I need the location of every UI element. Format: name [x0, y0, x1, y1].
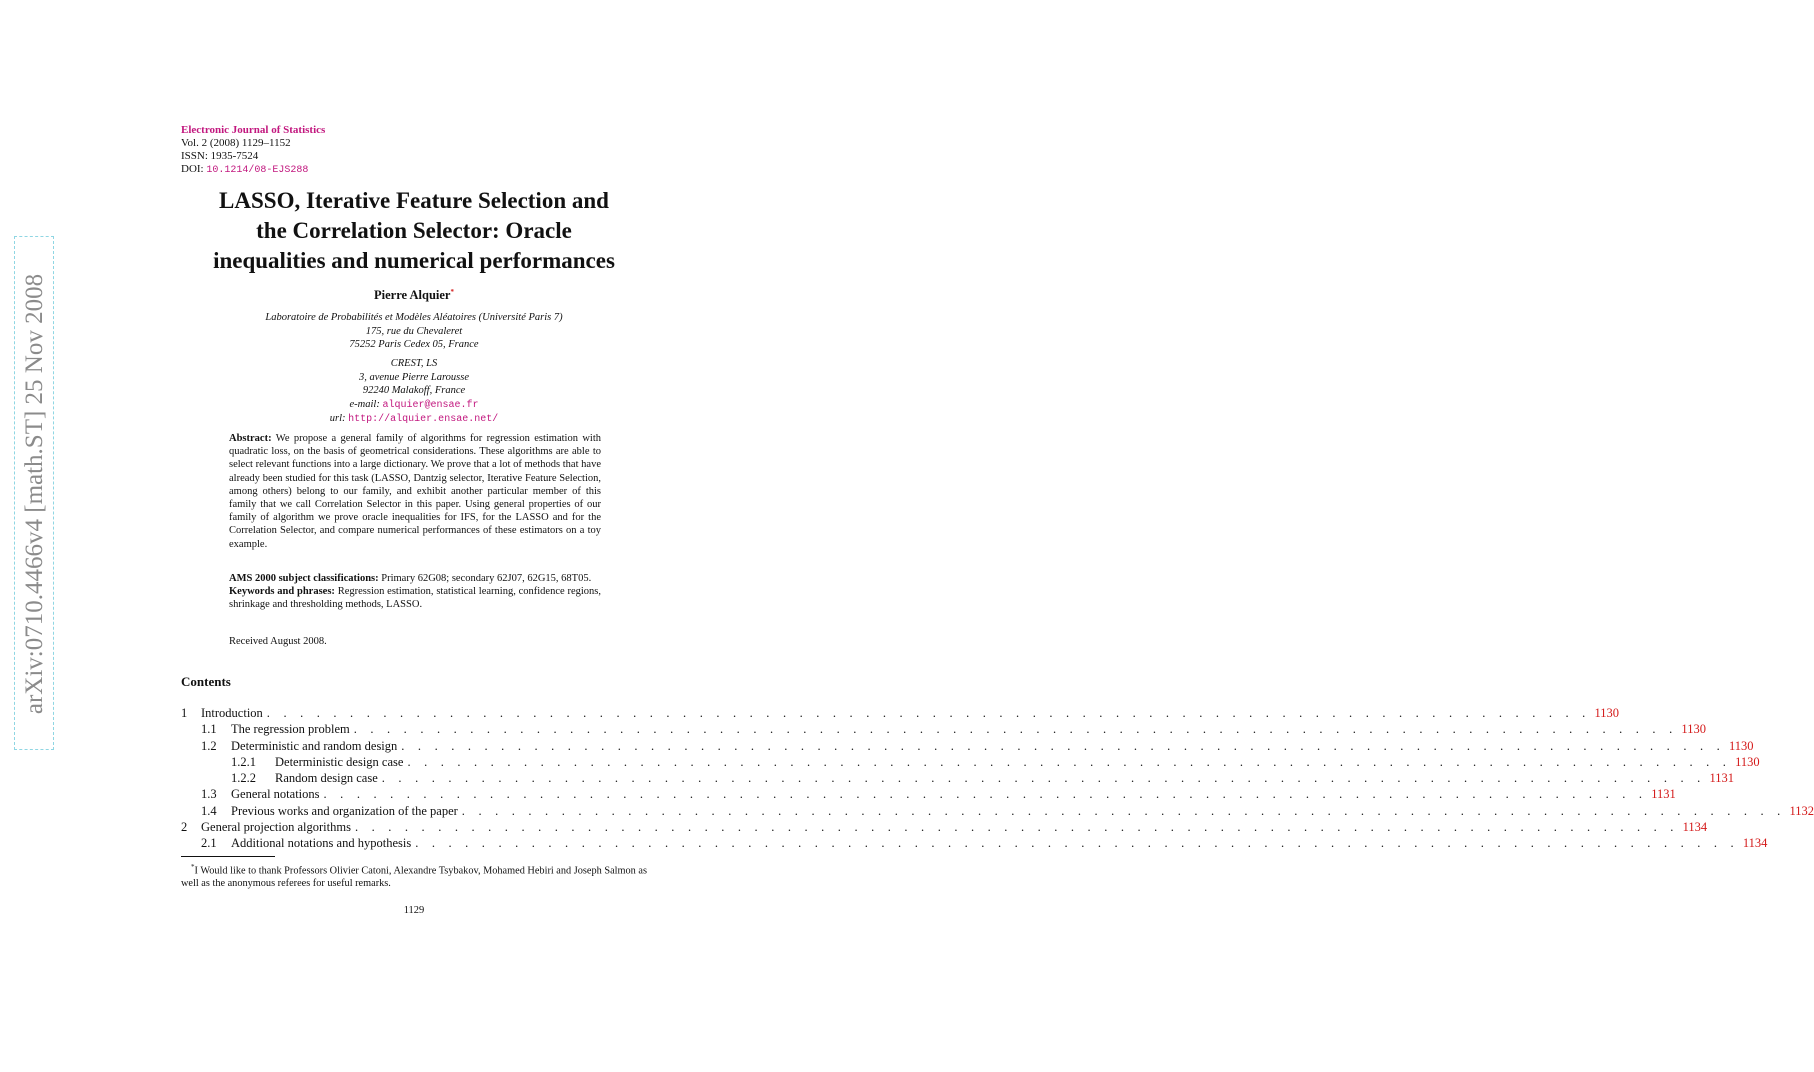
paper-title — [150, 186, 678, 276]
affiliation-1-line-1: Laboratoire de Probabilités et Modèles Aléatoires (Université Paris 7) — [265, 312, 563, 323]
toc-entry-number: 2.1 — [201, 836, 217, 851]
affiliation-1-line-2: 175, rue du Chevaleret — [365, 325, 463, 337]
toc-leader-dots: . . . . . . . . . . . . . . . . . . . . . . . . . . . . . . . . . . . . . . . . . . . . . . . . . . . . . . . . . . . . . . . . . . . . . . . . . . . . . . . . — [407, 754, 1732, 769]
toc-entry-page-link[interactable]: 1131 — [1651, 787, 1676, 802]
toc-entry[interactable] — [181, 706, 1620, 722]
page-number: 1129 — [403, 905, 425, 916]
toc-entry[interactable] — [181, 820, 1708, 836]
arxiv-stamp-text: arXiv:0710.4466v4 [math.ST] 25 Nov 2008 — [21, 273, 48, 715]
email-line — [150, 398, 678, 413]
ams-line — [229, 572, 601, 585]
toc-entry-title: Deterministic design case — [275, 754, 404, 769]
toc-entry-title: General notations — [231, 787, 320, 802]
keywords-text: Regression estimation, statistical learning, confidence regions, shrinkage and thresholding methods, LASSO. — [229, 586, 601, 611]
toc-entry[interactable] — [181, 836, 1768, 852]
title-line-2: the Correlation Selector: Oracle — [256, 218, 572, 243]
toc-entry-title: The regression problem — [231, 722, 350, 737]
toc-entry-page-link[interactable]: 1130 — [1735, 754, 1760, 769]
toc-entry-number: 1.2.2 — [231, 771, 256, 786]
email-label: e-mail: — [349, 398, 380, 410]
author-footnote-mark[interactable]: * — [450, 288, 454, 296]
toc-leader-dots: . . . . . . . . . . . . . . . . . . . . . . . . . . . . . . . . . . . . . . . . . . . . . . . . . . . . . . . . . . . . . . . . . . . . . . . . . . . . . . . . — [354, 820, 1679, 835]
toc-entry-page-link[interactable]: 1134 — [1742, 836, 1768, 851]
toc-entry-page-link[interactable]: 1130 — [1594, 706, 1620, 720]
journal-doi-line — [181, 163, 325, 177]
journal-volume: Vol. 2 (2008) 1129–1152 — [181, 137, 291, 149]
toc-entry-title: Deterministic and random design — [231, 738, 398, 753]
keywords-label: Keywords and phrases: — [229, 586, 335, 598]
contents-heading: Contents — [181, 674, 231, 689]
doi-label: DOI: — [181, 163, 204, 175]
title-line-3: inequalities and numerical performances — [213, 248, 615, 273]
classification-block — [229, 572, 601, 612]
toc-leader-dots: . . . . . . . . . . . . . . . . . . . . . . . . . . . . . . . . . . . . . . . . . . . . . . . . . . . . . . . . . . . . . . . . . . . . . . . . . . . . . . . . — [461, 803, 1786, 818]
toc-entry-page-link[interactable]: 1132 — [1789, 803, 1814, 818]
toc-leader-dots: . . . . . . . . . . . . . . . . . . . . . . . . . . . . . . . . . . . . . . . . . . . . . . . . . . . . . . . . . . . . . . . . . . . . . . . . . . . . . . . . — [415, 836, 1739, 851]
affiliation-2-line-3: 92240 Malakoff, France — [362, 385, 466, 396]
abstract-text: We propose a general family of algorithms for regression estimation with quadratic loss, on the basis of geometrical considerations. These algorithms are able to select relevant functions into a large dictionary. We prove that a lot of methods that have already been studied for this task (LASSO, Dantzig selector, Iterative Feature Selection, among others) belong to our family, and exhibit another particular member of this family that we call Correlation Selector in this paper. Using general properties of our family of algorithm we prove oracle inequalities for IFS, for the LASSO and for the Correlation Selector, and compare numerical performances of these estimators on a toy example. — [229, 433, 602, 550]
toc-entry[interactable] — [181, 787, 1676, 803]
keywords-line — [229, 585, 601, 611]
toc-leader-dots: . . . . . . . . . . . . . . . . . . . . . . . . . . . . . . . . . . . . . . . . . . . . . . . . . . . . . . . . . . . . . . . . . . . . . . . . . . . . . . . . — [381, 771, 1706, 786]
ams-label: AMS 2000 subject classifications: — [229, 573, 379, 584]
toc-entry-page-link[interactable]: 1131 — [1709, 771, 1734, 786]
toc-entry[interactable] — [181, 738, 1754, 755]
toc-entry-title: Additional notations and hypothesis — [231, 836, 412, 851]
doi-link[interactable]: 10.1214/08-EJS288 — [206, 165, 309, 176]
affiliation-2-line-1: CREST, LS — [390, 358, 438, 369]
toc-entry-page-link[interactable]: 1130 — [1681, 722, 1706, 737]
toc-leader-dots: . . . . . . . . . . . . . . . . . . . . . . . . . . . . . . . . . . . . . . . . . . . . . . . . . . . . . . . . . . . . . . . . . . . . . . . . . . . . . . . . — [323, 787, 1648, 802]
affiliation-1 — [150, 311, 678, 352]
toc-entry-number: 1.2 — [201, 738, 217, 753]
title-line-1: LASSO, Iterative Feature Selection and — [219, 188, 609, 213]
author — [150, 288, 678, 303]
toc-entry-title: Random design case — [275, 771, 378, 786]
journal-name[interactable]: Electronic Journal of Statistics — [181, 124, 326, 136]
footnote — [181, 861, 647, 890]
abstract — [229, 432, 601, 551]
url-line — [150, 412, 678, 427]
email-link[interactable]: alquier@ensae.fr — [382, 399, 479, 411]
toc-entry-number: 1.4 — [201, 803, 217, 818]
table-of-contents — [181, 706, 1814, 853]
author-name: Pierre Alquier — [374, 288, 451, 303]
toc-entry-page-link[interactable]: 1134 — [1682, 820, 1708, 835]
toc-leader-dots: . . . . . . . . . . . . . . . . . . . . . . . . . . . . . . . . . . . . . . . . . . . . . . . . . . . . . . . . . . . . . . . . . . . . . . . . . . . . . . . . — [353, 722, 1678, 737]
affiliation-2-line-2: 3, avenue Pierre Larousse — [358, 371, 470, 383]
arxiv-stamp[interactable] — [14, 236, 54, 750]
url-label: url: — [329, 413, 346, 424]
affiliation-1-line-3: 75252 Paris Cedex 05, France — [349, 339, 479, 350]
toc-entry-number: 1.1 — [201, 722, 217, 737]
toc-entry[interactable] — [181, 722, 1706, 738]
toc-entry-page-link[interactable]: 1130 — [1728, 738, 1754, 753]
toc-entry[interactable] — [181, 771, 1734, 787]
toc-entry[interactable] — [181, 754, 1760, 771]
toc-entry-number: 1.3 — [201, 787, 217, 802]
url-link[interactable]: http://alquier.ensae.net/ — [348, 414, 499, 425]
toc-entry-title: Previous works and organization of the paper — [231, 803, 458, 818]
received-date: Received August 2008. — [229, 636, 327, 647]
affiliation-2 — [150, 357, 678, 427]
footnote-mark: * — [191, 863, 195, 871]
toc-leader-dots: . . . . . . . . . . . . . . . . . . . . . . . . . . . . . . . . . . . . . . . . . . . . . . . . . . . . . . . . . . . . . . . . . . . . . . . . . . . . . . . . — [401, 738, 1725, 753]
toc-entry-title: General projection algorithms — [201, 820, 351, 835]
toc-entry-title: Introduction — [201, 706, 263, 720]
journal-header — [181, 124, 325, 177]
ams-text: Primary 62G08; secondary 62J07, 62G15, 68T05. — [381, 573, 592, 584]
footnote-text: I Would like to thank Professors Olivier Catoni, Alexandre Tsybakov, Mohamed Hebiri and Joseph Salmon as well as the anonymous referees for useful remarks. — [181, 865, 647, 890]
toc-entry[interactable] — [181, 803, 1814, 820]
abstract-label: Abstract: — [229, 433, 272, 444]
toc-entry-number: 1 — [181, 706, 188, 720]
footnote-rule — [181, 856, 275, 857]
toc-entry-number: 2 — [181, 820, 188, 835]
journal-issn: ISSN: 1935-7524 — [181, 150, 259, 162]
toc-leader-dots: . . . . . . . . . . . . . . . . . . . . . . . . . . . . . . . . . . . . . . . . . . . . . . . . . . . . . . . . . . . . . . . . . . . . . . . . . . . . . . . . — [266, 706, 1591, 720]
toc-entry-number: 1.2.1 — [231, 754, 256, 769]
